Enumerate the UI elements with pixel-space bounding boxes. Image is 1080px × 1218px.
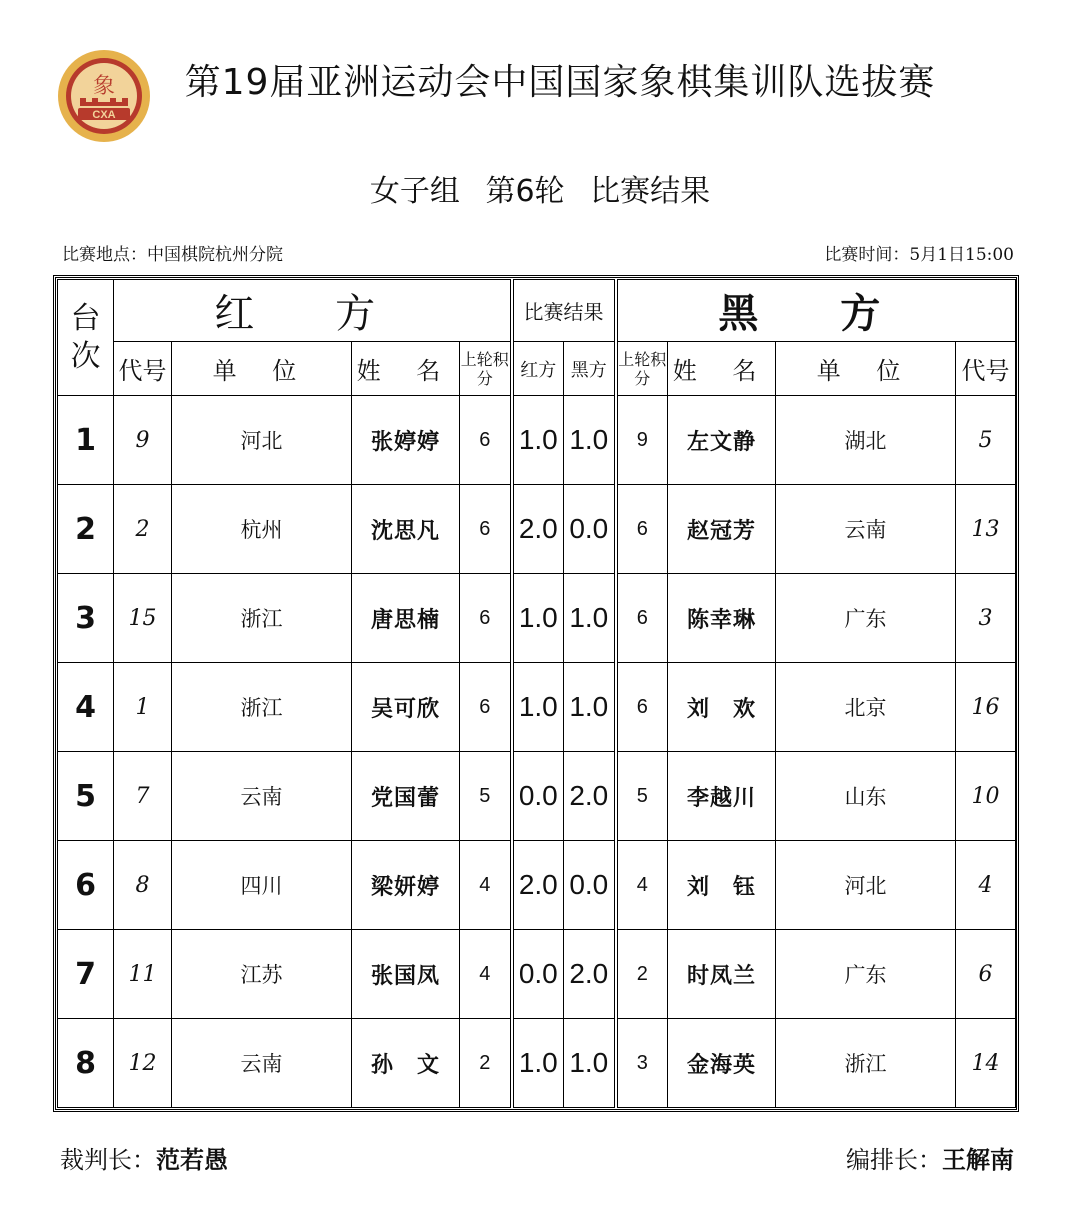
board-number: 4 [58,663,114,752]
black-prev-points: 9 [616,396,668,485]
black-unit: 北京 [776,663,956,752]
red-prev-points: 5 [460,752,512,841]
board-number: 6 [58,841,114,930]
board-number: 1 [58,396,114,485]
black-score: 1.0 [564,663,616,752]
black-prev-points: 6 [616,663,668,752]
red-score: 0.0 [512,930,564,1019]
red-score: 2.0 [512,841,564,930]
black-name: 赵冠芳 [668,485,776,574]
black-unit: 山东 [776,752,956,841]
red-code: 1 [114,663,172,752]
table-row [58,663,1016,752]
red-name: 沈思凡 [352,485,460,574]
black-name: 陈幸琳 [668,574,776,663]
black-name: 时凤兰 [668,930,776,1019]
black-name: 刘 钰 [668,841,776,930]
red-score: 1.0 [512,396,564,485]
red-unit: 云南 [172,752,352,841]
header-black-side: 黑 方 [616,280,1016,342]
black-prev-points: 4 [616,841,668,930]
arranger-label: 编排长： [846,1146,942,1174]
red-score: 1.0 [512,1019,564,1108]
header-black-unit: 单 位 [776,342,956,396]
black-prev-points: 5 [616,752,668,841]
black-name: 左文静 [668,396,776,485]
table-row [58,752,1016,841]
board-number: 5 [58,752,114,841]
red-name: 吴可欣 [352,663,460,752]
page-subtitle [0,166,1080,210]
header-red-score: 红方 [512,342,564,396]
red-code: 11 [114,930,172,1019]
header-red-unit: 单 位 [172,342,352,396]
svg-text:CXA: CXA [92,109,116,121]
black-score: 0.0 [564,841,616,930]
red-code: 8 [114,841,172,930]
black-prev-points: 6 [616,574,668,663]
red-prev-points: 2 [460,1019,512,1108]
header-black-prev: 上轮积分 [616,342,668,396]
red-unit: 浙江 [172,574,352,663]
red-name: 唐思楠 [352,574,460,663]
red-prev-points: 4 [460,841,512,930]
board-number: 2 [58,485,114,574]
board-number: 8 [58,1019,114,1108]
red-name: 梁妍婷 [352,841,460,930]
black-code: 16 [956,663,1016,752]
black-score: 2.0 [564,930,616,1019]
black-score: 1.0 [564,396,616,485]
header-board: 台次 [58,280,114,396]
red-code: 7 [114,752,172,841]
chief-referee [60,1140,228,1175]
black-code: 6 [956,930,1016,1019]
black-prev-points: 6 [616,485,668,574]
table-row [58,485,1016,574]
red-score: 1.0 [512,574,564,663]
black-name: 金海英 [668,1019,776,1108]
header-black-score: 黑方 [564,342,616,396]
red-code: 2 [114,485,172,574]
black-unit: 河北 [776,841,956,930]
results-table [57,279,1016,1108]
red-prev-points: 6 [460,485,512,574]
red-code: 15 [114,574,172,663]
venue-text: 比赛地点：中国棋院杭州分院 [62,245,283,265]
black-unit: 云南 [776,485,956,574]
red-code: 12 [114,1019,172,1108]
chief-arranger [846,1140,1014,1175]
red-score: 2.0 [512,485,564,574]
red-prev-points: 6 [460,396,512,485]
black-code: 14 [956,1019,1016,1108]
cxa-logo [56,48,152,144]
red-name: 张婷婷 [352,396,460,485]
header-red-code: 代号 [114,342,172,396]
black-score: 1.0 [564,1019,616,1108]
header-red-side: 红 方 [114,280,512,342]
black-unit: 广东 [776,574,956,663]
red-unit: 四川 [172,841,352,930]
red-unit: 浙江 [172,663,352,752]
header-black-code: 代号 [956,342,1016,396]
subtitle-group: 女子组 [369,174,460,209]
black-prev-points: 3 [616,1019,668,1108]
black-unit: 广东 [776,930,956,1019]
red-prev-points: 6 [460,663,512,752]
time-text: 比赛时间：5月1日15:00 [824,245,1014,265]
black-name: 刘 欢 [668,663,776,752]
header-red-name: 姓 名 [352,342,460,396]
black-code: 4 [956,841,1016,930]
black-code: 13 [956,485,1016,574]
table-row [58,930,1016,1019]
black-score: 0.0 [564,485,616,574]
table-row [58,396,1016,485]
red-unit: 河北 [172,396,352,485]
black-name: 李越川 [668,752,776,841]
header-result: 比赛结果 [512,280,616,342]
black-unit: 湖北 [776,396,956,485]
black-code: 3 [956,574,1016,663]
black-code: 5 [956,396,1016,485]
red-name: 孙 文 [352,1019,460,1108]
table-body [58,396,1016,1108]
red-prev-points: 4 [460,930,512,1019]
header-red-prev: 上轮积分 [460,342,512,396]
chief-name: 范若愚 [156,1145,228,1174]
subtitle-result: 比赛结果 [590,174,711,209]
table-row [58,574,1016,663]
black-unit: 浙江 [776,1019,956,1108]
black-score: 1.0 [564,574,616,663]
board-number: 3 [58,574,114,663]
subtitle-round: 第6轮 [485,174,565,209]
red-unit: 杭州 [172,485,352,574]
table-row [58,841,1016,930]
red-name: 张国凤 [352,930,460,1019]
red-name: 党国蕾 [352,752,460,841]
black-code: 10 [956,752,1016,841]
arranger-name: 王解南 [942,1145,1014,1174]
red-unit: 江苏 [172,930,352,1019]
header-black-name: 姓 名 [668,342,776,396]
page-title: 第19届亚洲运动会中国国家象棋集训队选拔赛 [184,62,936,103]
table-row [58,1019,1016,1108]
board-number: 7 [58,930,114,1019]
chief-label: 裁判长： [60,1146,156,1174]
red-prev-points: 6 [460,574,512,663]
red-code: 9 [114,396,172,485]
red-unit: 云南 [172,1019,352,1108]
red-score: 0.0 [512,752,564,841]
black-prev-points: 2 [616,930,668,1019]
svg-text:象: 象 [92,74,116,99]
black-score: 2.0 [564,752,616,841]
red-score: 1.0 [512,663,564,752]
